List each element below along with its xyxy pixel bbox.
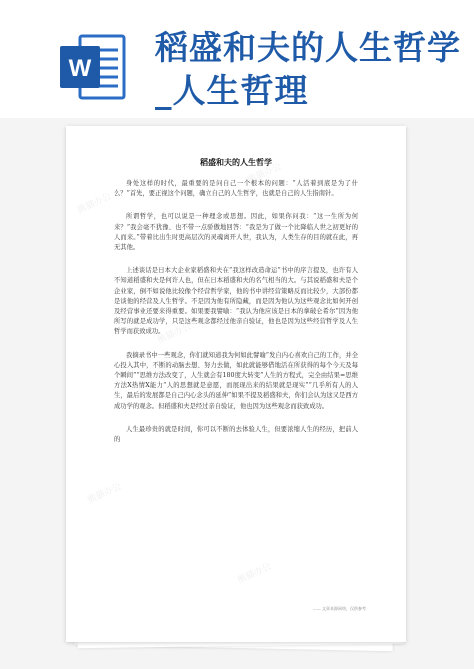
paragraph: 我摘录书中一些观念，你们就知道我为何如此譬喻“发自内心喜欢自己的工作，并全心投入其中，不断的动脑去想、努力去做，如此就能够借地活在所获得的每个今天及每个瞬间”“思维方法改变了，人生就会有180度大转变”人生的方程式，完全由结果=思维方法X热情X能力“人的思想就是意愿，而展现出来的结果就是现实”“几乎所有人的人生，最后的发展都是自己内心念头的延伸”如果不提及稻盛和夫，你们会认为这又是西方成功学的观念。但稻盛和夫是经过亲自验证，他也因为这些观念而获致成功。 (114, 351, 358, 410)
paragraph: 身处这样的时代，最重要的是问自己一个根本的问题：“人活着到底是为了什么？”首先，要正视这个问题，确立自己的人生哲学，也就是自己的人生指南针。 (114, 180, 358, 198)
watermark: 熊猫办公 (316, 381, 354, 407)
word-logo-letter: W (68, 55, 92, 82)
watermark: 熊猫办公 (86, 481, 124, 507)
document-title: 稻盛和夫的人生哲学_人生哲理 (155, 28, 461, 110)
paragraph: 上述谈话是日本大企业家稻盛和夫在“我这样改造命运”书中的序言提及，也许有人不知道稻盛和夫是何许人也，但在日本稻盛和夫的名气相当的大。与其说稻盛和夫是个企业家，倒不如说他比较像个经营哲学家，他的书中讲经营策略反而比较少，大部份都是谈他的经营及人生哲学。不是因为他有所隐藏，而是因为他认为这些观念比如何开创及经营事业还要来得重要。如果要我譬喻：“我认为他应该是日本的拿破仑希尔”因为他所写的就是成功学，只是这些观念都经过他亲自验证，他也是因为这些经营哲学及人生哲学而获致成功。 (114, 267, 358, 336)
page-footer: —— 文章来源网络，仅供参考 (312, 606, 366, 611)
watermark: 熊猫办公 (76, 191, 114, 217)
paragraph: 所谓哲学，也可以说是一种理念或思想。因此，如果你问我：“这一生所为何来？”我会毫不犹豫、也不带一点骄傲地回答：“我是为了做一个比降临人世之初更好的人而来。”带着比出生时更高层次的灵魂离开人世，我认为，人类生存的目的就在此，再无其他。 (114, 213, 358, 252)
word-icon (58, 32, 128, 102)
paragraph: 人生最珍贵的就是时间，你可以不断的去体验人生，但要浓缩人生的经历，把前人的 (114, 425, 358, 444)
watermark: 熊猫办公 (236, 561, 274, 587)
document-page (66, 126, 406, 642)
watermark: 熊猫办公 (156, 321, 194, 347)
header (0, 0, 474, 118)
page-heading: 稻盛和夫的人生哲学 (200, 158, 272, 167)
page-content (114, 157, 358, 458)
watermark: 熊猫办公 (246, 161, 284, 187)
